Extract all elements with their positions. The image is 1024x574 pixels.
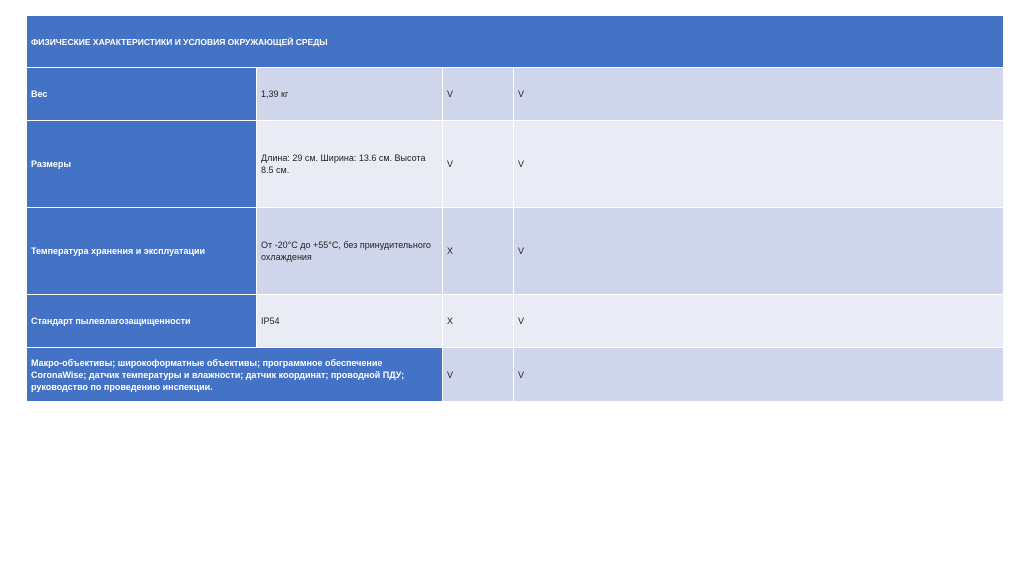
table-row [27,121,1004,208]
row-label: Размеры [27,121,257,208]
row-col4: V [514,121,1004,208]
row-col4: V [514,68,1004,121]
table-row [27,68,1004,121]
row-value: IP54 [257,295,443,348]
row-col4: V [514,295,1004,348]
table-row [27,295,1004,348]
row-label: Стандарт пылевлагозащищенности [27,295,257,348]
table-row [27,208,1004,295]
row-label: Температура хранения и эксплуатации [27,208,257,295]
table-row-footer [27,348,1004,402]
footer-col4: V [514,348,1004,402]
table-header-row [27,16,1004,68]
row-label: Вес [27,68,257,121]
footer-col3: V [443,348,514,402]
footer-label: Макро-объективы; широкоформатные объективы; программное обеспечение CoronaWise; датчик температуры и влажности; датчик координат; проводной ПДУ; руководство по проведению инспекции. [27,348,443,402]
row-col3: V [443,121,514,208]
row-value: От -20°C до +55°C, без принудительного охлаждения [257,208,443,295]
row-col3: V [443,68,514,121]
row-col3: X [443,208,514,295]
spec-table [26,15,1004,402]
row-col4: V [514,208,1004,295]
table-header: ФИЗИЧЕСКИЕ ХАРАКТЕРИСТИКИ И УСЛОВИЯ ОКРУЖАЮЩЕЙ СРЕДЫ [27,16,1004,68]
row-col3: X [443,295,514,348]
row-value: Длина: 29 см. Ширина: 13.6 см. Высота 8.5 см. [257,121,443,208]
row-value: 1,39 кг [257,68,443,121]
